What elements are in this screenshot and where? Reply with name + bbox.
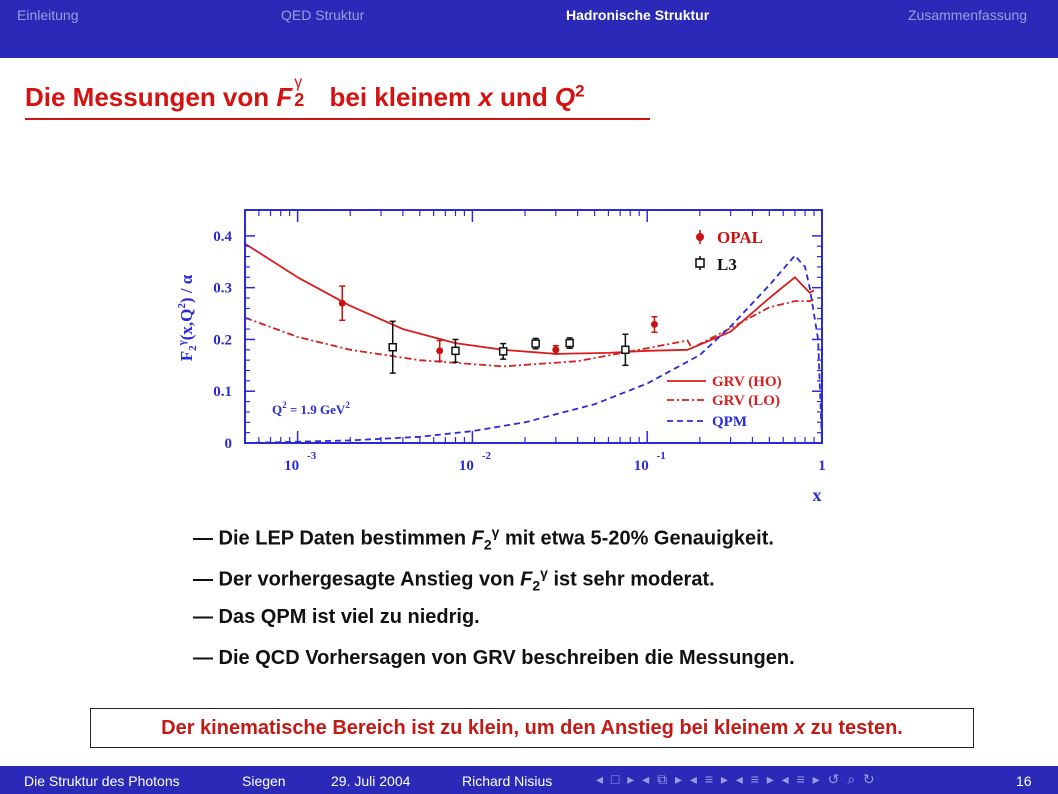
x-tick-exponent: -3 <box>307 450 317 462</box>
bullet-symbol-f: F <box>471 527 484 550</box>
l3-data-point <box>452 347 459 354</box>
nav-section-zusammenfassung[interactable]: Zusammenfassung <box>908 7 1028 23</box>
l3-data-point <box>532 340 539 347</box>
bullet-superscript: γ <box>540 565 548 581</box>
x-tick-exponent: -1 <box>656 450 666 462</box>
opal-data-point <box>552 346 559 353</box>
bullet-subscript: 2 <box>483 536 492 553</box>
footer-bar <box>0 766 1058 794</box>
x-tick-label: 10 <box>284 458 300 474</box>
q2-annotation: $Q^2 = 1.9$ GeV$^2$ <box>272 400 350 417</box>
nav-section-hadronische-struktur[interactable]: Hadronische Struktur <box>566 7 710 23</box>
bullet-text: — Die LEP Daten bestimmen <box>193 527 472 550</box>
title-superscript-2: 2 <box>575 81 585 101</box>
footer-date: 29. Juli 2004 <box>331 773 411 789</box>
bullet-text: mit etwa 5-20% Genauigkeit. <box>499 527 774 550</box>
title-text-1: Die Messungen von <box>25 82 277 112</box>
legend-l3-label: L3 <box>717 255 737 274</box>
nav-section-einleitung[interactable]: Einleitung <box>17 7 79 23</box>
y-tick-label: 0.4 <box>213 228 232 245</box>
legend-qpm-label: QPM <box>712 414 747 430</box>
footer-author: Richard Nisius <box>462 773 553 789</box>
x-axis-label: x <box>812 485 822 505</box>
title-symbol-x: x <box>478 82 493 112</box>
bullet-item <box>193 565 795 606</box>
bullet-subscript: 2 <box>532 577 541 594</box>
bullet-item: — Die QCD Vorhersagen von GRV beschreiben die Messungen. <box>193 647 795 669</box>
l3-data-point <box>500 348 507 355</box>
legend-grv-ho-label: GRV (HO) <box>712 374 782 390</box>
conclusion-box <box>90 708 974 748</box>
bullet-text: — Der vorhergesagte Anstieg von <box>193 568 521 591</box>
legend-lines <box>667 374 782 430</box>
bullet-symbol-f: F <box>520 568 533 591</box>
nav-section-qed-struktur[interactable]: QED Struktur <box>281 7 365 23</box>
l3-data-point <box>389 344 396 351</box>
l3-data-point <box>622 346 629 353</box>
footer-place: Siegen <box>242 773 286 789</box>
x-tick-exponent: -2 <box>481 450 491 462</box>
opal-data-point <box>339 300 346 307</box>
legend-opal-marker <box>696 233 704 241</box>
legend-grv-lo-label: GRV (LO) <box>712 393 780 409</box>
legend-markers <box>696 228 763 274</box>
title-text-3: und <box>492 82 555 112</box>
x-tick-label: 10 <box>633 458 649 474</box>
bullet-list <box>193 524 795 688</box>
footer-title: Die Struktur des Photons <box>24 773 180 789</box>
title-subscript-2: 2 <box>294 90 305 110</box>
page-number: 16 <box>1016 773 1032 789</box>
y-axis-label: $F_2^\gamma(x,Q^2)$ / α <box>176 274 199 362</box>
bullet-item <box>193 524 795 565</box>
opal-data-point <box>436 347 443 354</box>
bullet-text: ist sehr moderat. <box>547 568 715 591</box>
opal-data-point <box>651 321 658 328</box>
navigation-controls-icon[interactable]: ◂ □ ▸ ◂ ⧉ ▸ ◂ ≡ ▸ ◂ ≡ ▸ ◂ ≡ ▸ ↺ ⌕ ↻ <box>596 771 877 787</box>
title-symbol-q: Q <box>554 82 576 112</box>
title-text-2: bei kleinem <box>322 82 479 112</box>
y-tick-label: 0.2 <box>213 332 232 349</box>
conclusion-text: Der kinematische Bereich ist zu klein, um den Anstieg bei kleinem <box>161 717 794 739</box>
legend-opal-label: OPAL <box>717 228 763 247</box>
x-tick-label: 1 <box>818 458 826 474</box>
conclusion-text-end: zu testen. <box>805 717 903 739</box>
bullet-item: — Das QPM ist viel zu niedrig. <box>193 606 480 628</box>
conclusion-symbol-x: x <box>793 717 806 739</box>
y-tick-label: 0.3 <box>213 280 232 297</box>
l3-data-point <box>566 340 573 347</box>
y-tick-label: 0.1 <box>213 384 232 401</box>
title-symbol-f: F <box>276 82 293 112</box>
legend-l3-marker <box>696 259 704 267</box>
y-tick-label: 0 <box>224 436 232 452</box>
title-superscript-gamma: γ <box>294 74 303 91</box>
x-tick-label: 10 <box>458 458 474 474</box>
bullet-superscript: γ <box>491 524 500 540</box>
